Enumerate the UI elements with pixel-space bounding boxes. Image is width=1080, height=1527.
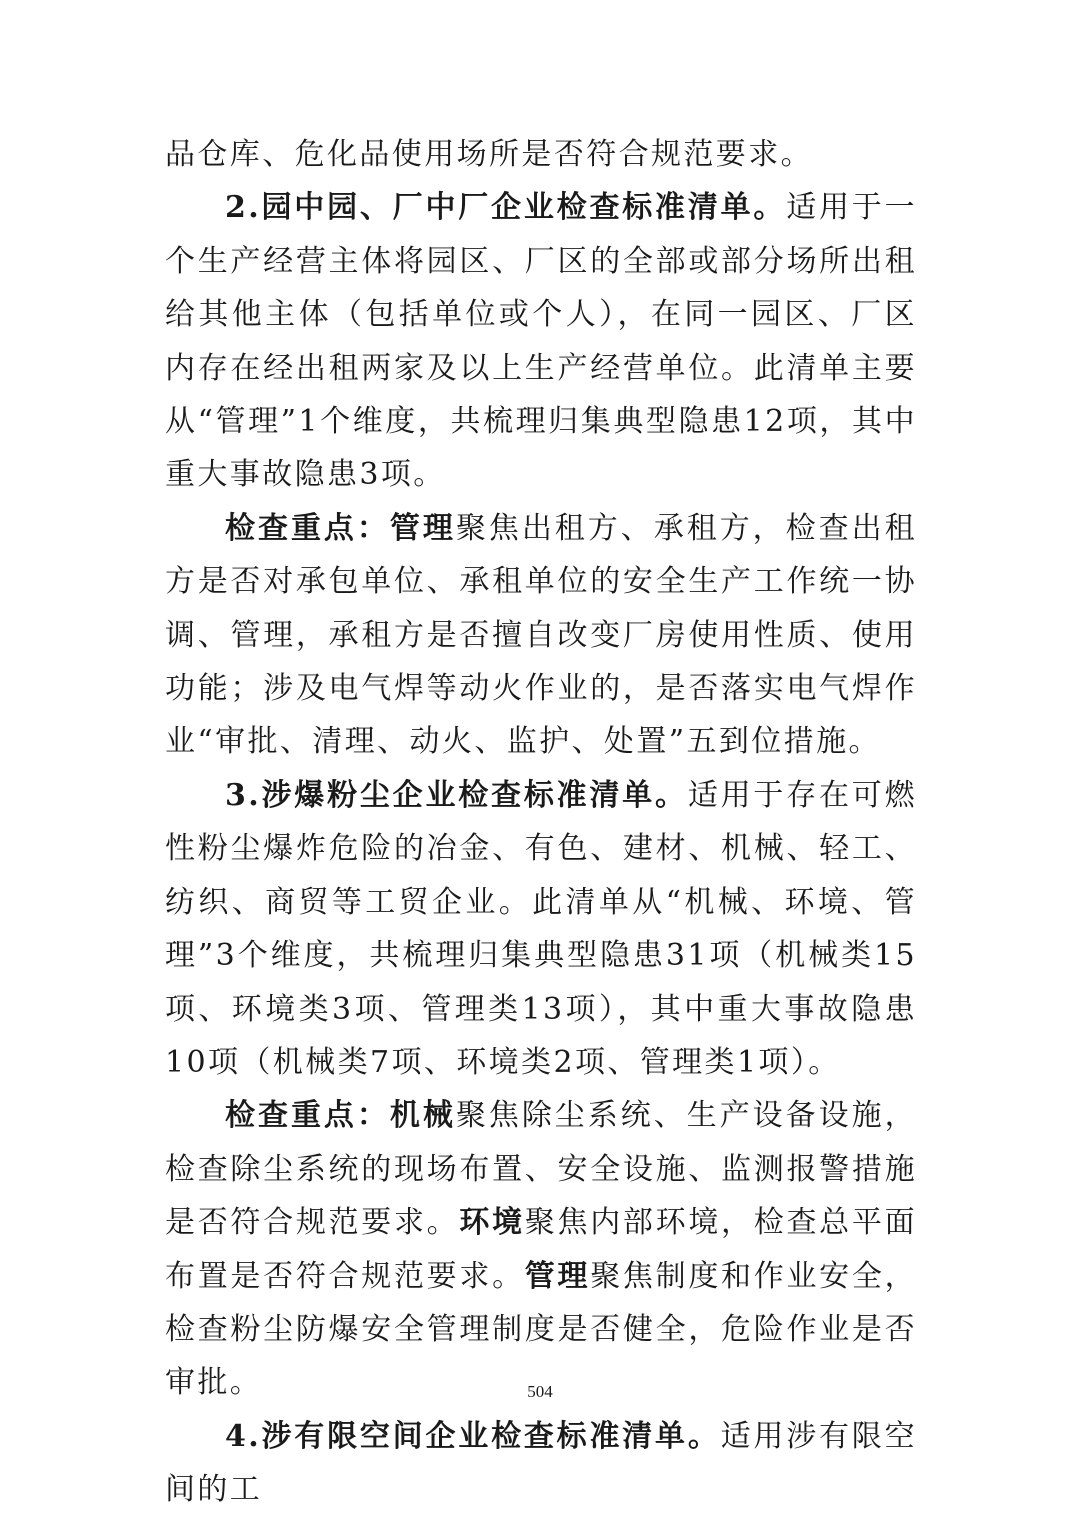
- bold-text-run: 环境: [459, 1205, 525, 1241]
- text-run: 聚焦制度和作业安全，检查粉尘防爆安全管理制度是否健全，危险作业是否审批。: [165, 1258, 917, 1401]
- text-run: 品仓库、危化品使用场所是否符合规范要求。: [165, 137, 813, 172]
- text-run: 聚焦除尘系统、生产设备设施，检查除尘系统的现场布置、安全设施、监测报警措施是否符合规范要求。: [165, 1098, 918, 1241]
- page-number: 504: [527, 1382, 553, 1401]
- bold-text-run: 机械: [389, 1098, 456, 1134]
- bold-text-run: 检查重点：: [225, 1098, 390, 1134]
- bold-text-run: 管理: [389, 510, 456, 546]
- text-run: 适用于存在可燃性粉尘爆炸危险的冶金、有色、建材、机械、轻工、纺织、商贸等工贸企业。此清单从“机械、环境、管理”3个维度，共梳理归集典型隐患31项（机械类15项、环境类3项、管理类13项），其中重大事故隐患10项（机械类7项、环境类2项、管理类1项）。: [165, 777, 917, 1080]
- text-run: 适用涉有限空间的工: [165, 1418, 917, 1508]
- paragraph: [165, 181, 917, 501]
- bold-text-run: 检查重点：: [225, 510, 390, 546]
- paragraph: [165, 769, 917, 1089]
- paragraph: [165, 128, 917, 181]
- bold-text-run: 4.涉有限空间企业检查标准清单。: [225, 1418, 721, 1454]
- document-body: [165, 128, 917, 1517]
- paragraph: [165, 1410, 917, 1517]
- paragraph: [165, 1089, 917, 1409]
- text-run: 聚焦出租方、承租方，检查出租方是否对承包单位、承租单位的安全生产工作统一协调、管理，承租方是否擅自改变厂房使用性质、使用功能；涉及电气焊等动火作业的，是否落实电气焊作业“审批、清理、动火、监护、处置”五到位措施。: [165, 510, 918, 760]
- text-run: 适用于一个生产经营主体将园区、厂区的全部或部分场所出租给其他主体（包括单位或个人），在同一园区、厂区内存在经出租两家及以上生产经营单位。此清单主要从“管理”1个维度，共梳理归集典型隐患12项，其中重大事故隐患3项。: [165, 190, 917, 493]
- paragraph: [165, 502, 917, 769]
- bold-text-run: 3.涉爆粉尘企业检查标准清单。: [225, 777, 688, 813]
- text-run: 聚焦内部环境，检查总平面布置是否符合规范要求。: [165, 1205, 917, 1294]
- bold-text-run: 管理: [524, 1258, 591, 1294]
- bold-text-run: 2.园中园、厂中厂企业检查标准清单。: [225, 190, 787, 226]
